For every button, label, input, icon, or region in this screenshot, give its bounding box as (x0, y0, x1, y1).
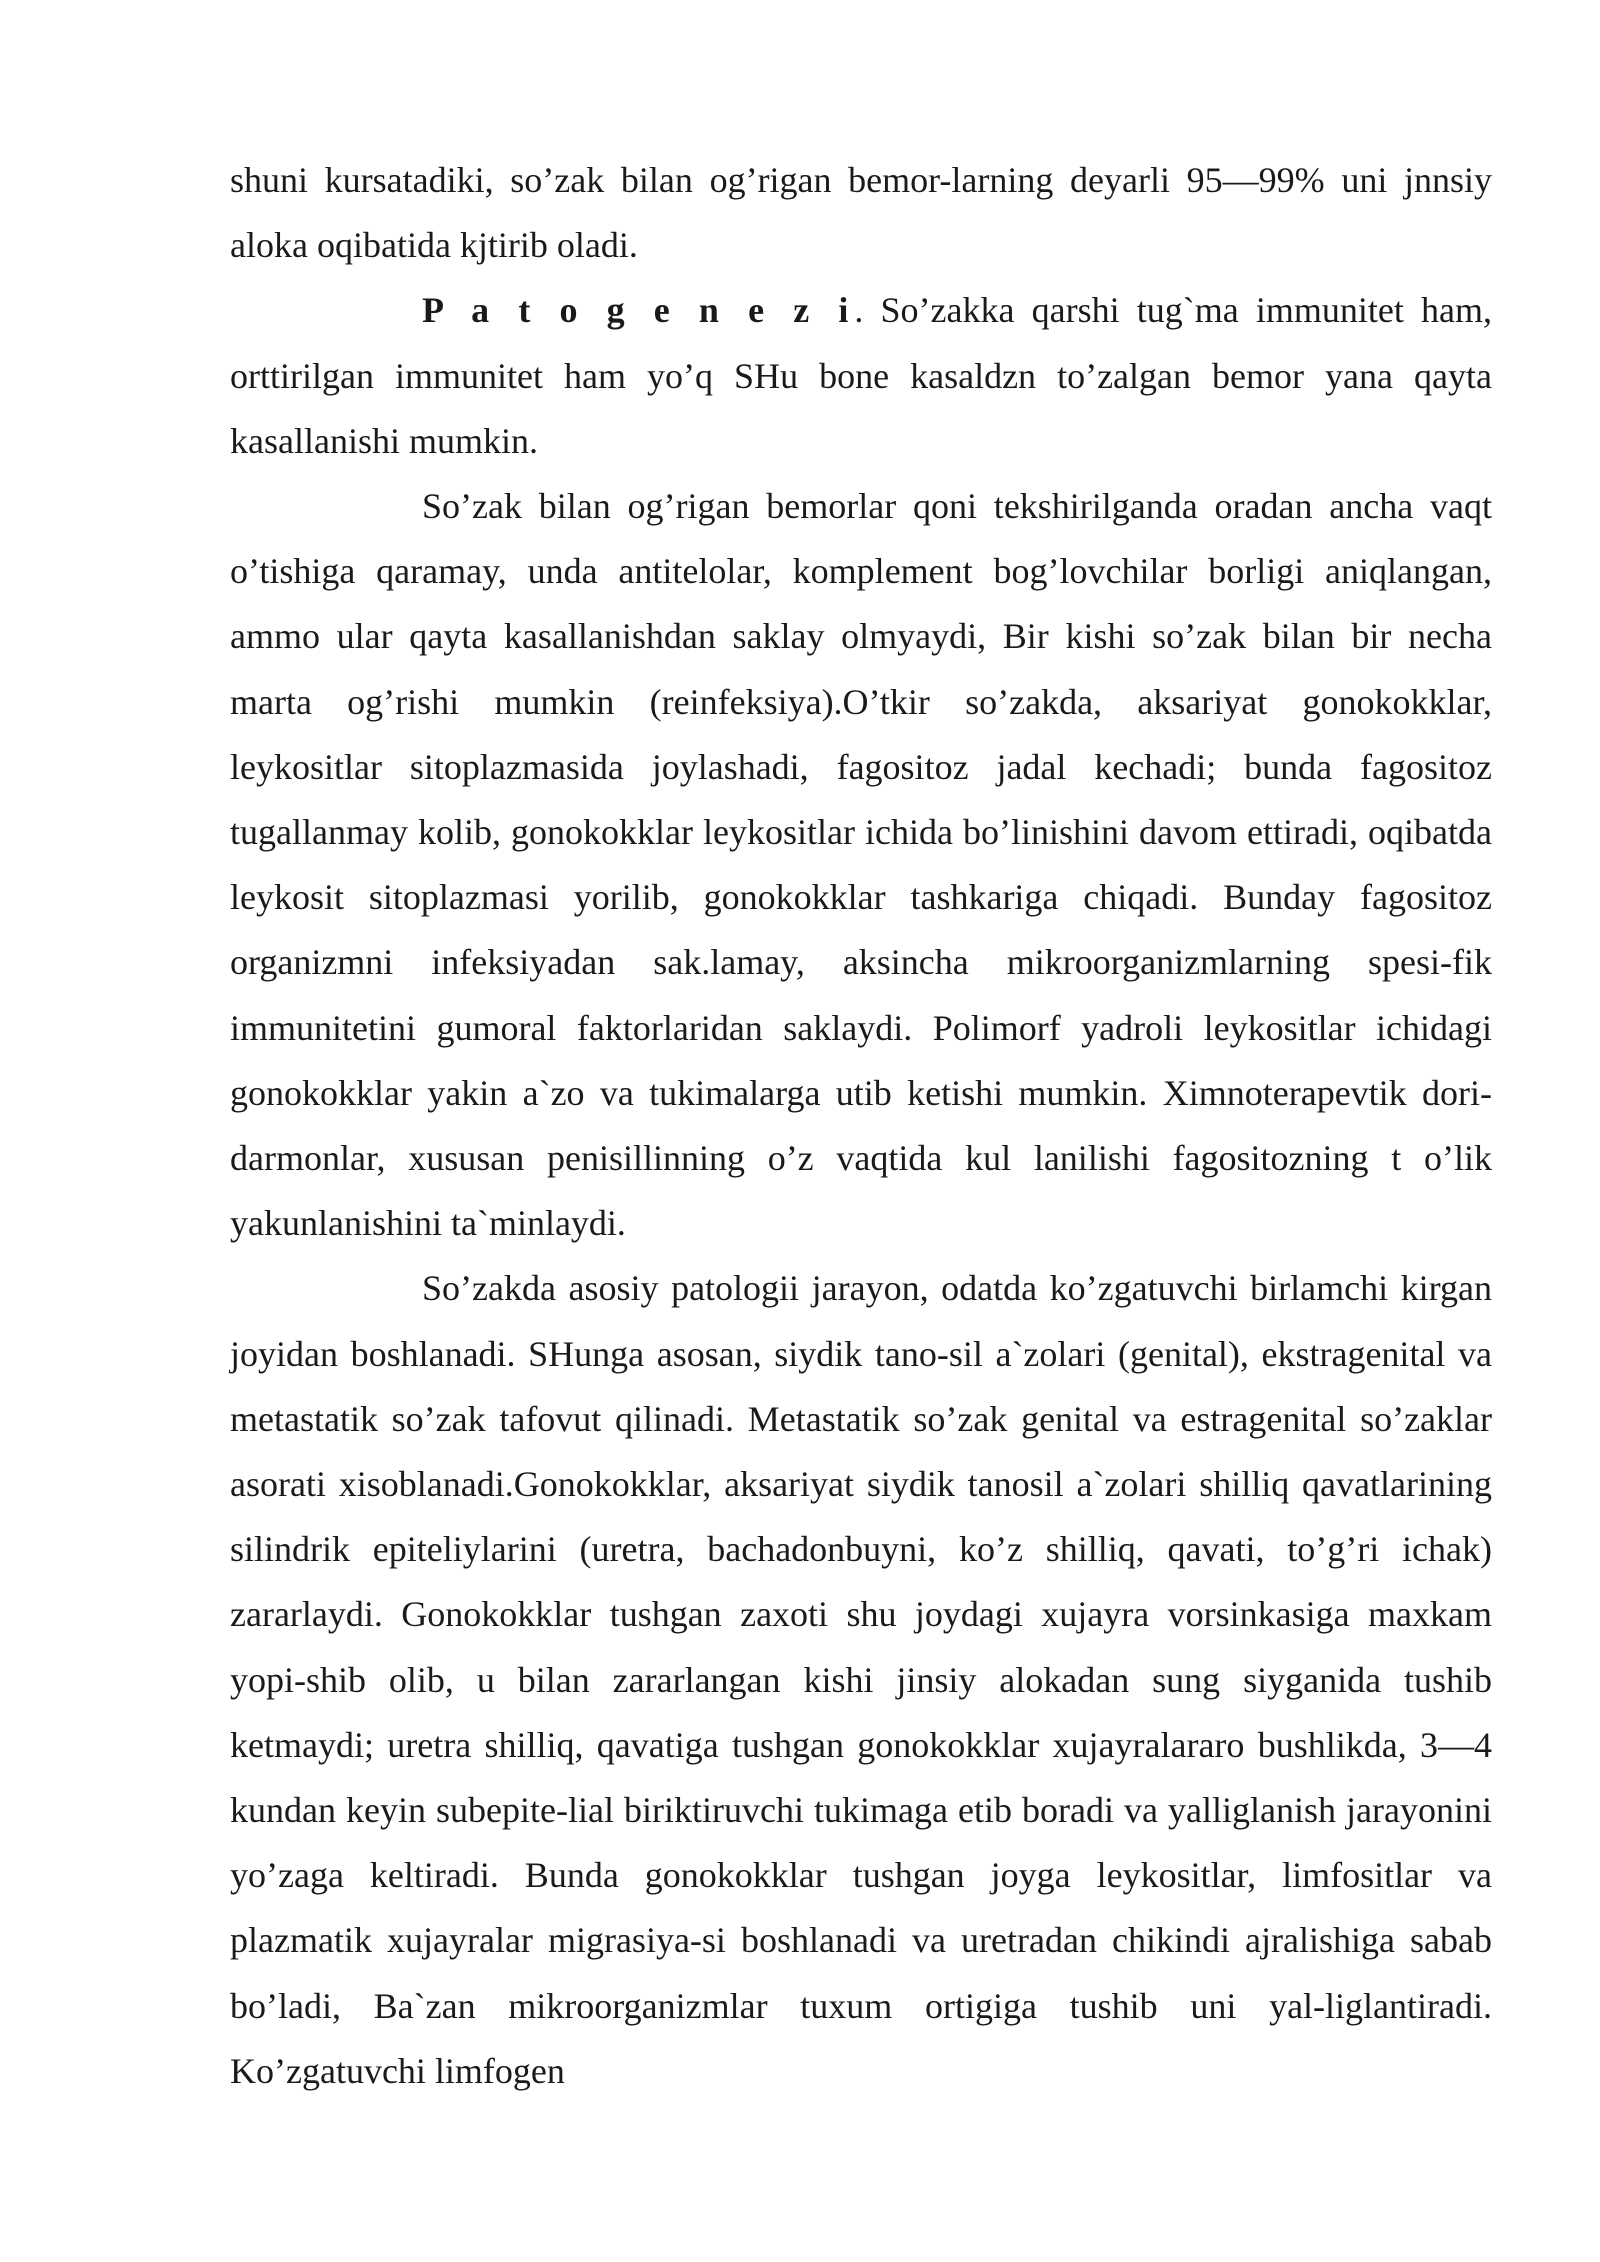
paragraph-intro-continuation (230, 148, 1492, 278)
paragraph-pathology-process (230, 1256, 1492, 2104)
document-body (230, 148, 1492, 2104)
section-heading-pathogenesis: P a t o g e n e z i (422, 290, 855, 331)
paragraph-text: . So’zakka qarshi tug`ma immunitet ham, orttirilgan immunitet ham yo’q SHu bone kasaldzn to’zalgan bemor yana qayta kasallanishi mumkin. (230, 290, 1493, 461)
paragraph-text: So’zakda asosiy patologii jarayon, odatda ko’zgatuvchi birlamchi kirgan joyidan boshlanadi. SHunga asosan, siydik tano-sil a`zolari (genital), ekstragenital va metastatik so’zak tafovut qilinadi. Metastatik so’zak genital va estragenital so’zaklar asorati xisoblanadi.Gonokokklar, aksariyat siydik tanosil a`zolari shilliq qavatlarining silindrik epiteliylarini (uretra, bachadonbuyni, ko’z shilliq, qavati, to’g’ri ichak) zararlaydi. Gonokokklar tushgan zaxoti shu joydagi xujayra vorsinkasiga maxkam yopi-shib olib, u bilan zararlangan kishi jinsiy alokadan sung siyganida tushib ketmaydi; uretra shilliq, qavatiga tushgan gonokokklar xujayralararo bushlikda, 3—4 kundan keyin subepite-lial biriktiruvchi tukimaga etib boradi va yalliglanish jarayonini yo’zaga keltiradi. Bunda gonokokklar tushgan joyga leykositlar, limfositlar va plazmatik xujayralar migrasiya-si boshlanadi va uretradan chikindi ajralishiga sabab bo’ladi, Ba`zan mikroorganizmlar tuxum ortigiga tushib uni yal-liglantiradi. Ko’zgatuvchi limfogen (230, 1268, 1492, 2091)
paragraph-text: So’zak bilan og’rigan bemorlar qoni tekshirilganda oradan ancha vaqt o’tishiga qaramay, unda antitelolar, komplement bog’lovchilar borligi aniqlangan, ammo ular qayta kasallanishdan saklay olmyaydi, Bir kishi so’zak bilan bir necha marta og’rishi mumkin (reinfeksiya).O’tkir so’zakda, aksariyat gonokokklar, leykositlar sitoplazmasida joylashadi, fagositoz jadal kechadi; bunda fagositoz tugallanmay kolib, gonokokklar leykositlar ichida bo’linishini davom ettiradi, oqibatda leykosit sitoplazmasi yorilib, gonokokklar tashkariga chiqadi. Bunday fagositoz organizmni infeksiyadan sak.lamay, aksincha mikroorganizmlarning spesi-fik immunitetini gumoral faktorlaridan saklaydi. Polimorf yadroli leykositlar ichidagi gonokokklar yakin a`zo va tukimalarga utib ketishi mumkin. Ximnoterapevtik dori-darmonlar, xususan penisillinning o’z vaqtida kul lanilishi fagositozning t o’lik yakunlanishini ta`minlaydi. (230, 486, 1492, 1244)
paragraph-text: shuni kursatadiki, so’zak bilan og’rigan bemor-larning deyarli 95—99% uni jnnsiy aloka oqibatida kjtirib oladi. (230, 160, 1492, 266)
paragraph-pathogenesis (230, 278, 1492, 474)
paragraph-immunity (230, 474, 1492, 1256)
